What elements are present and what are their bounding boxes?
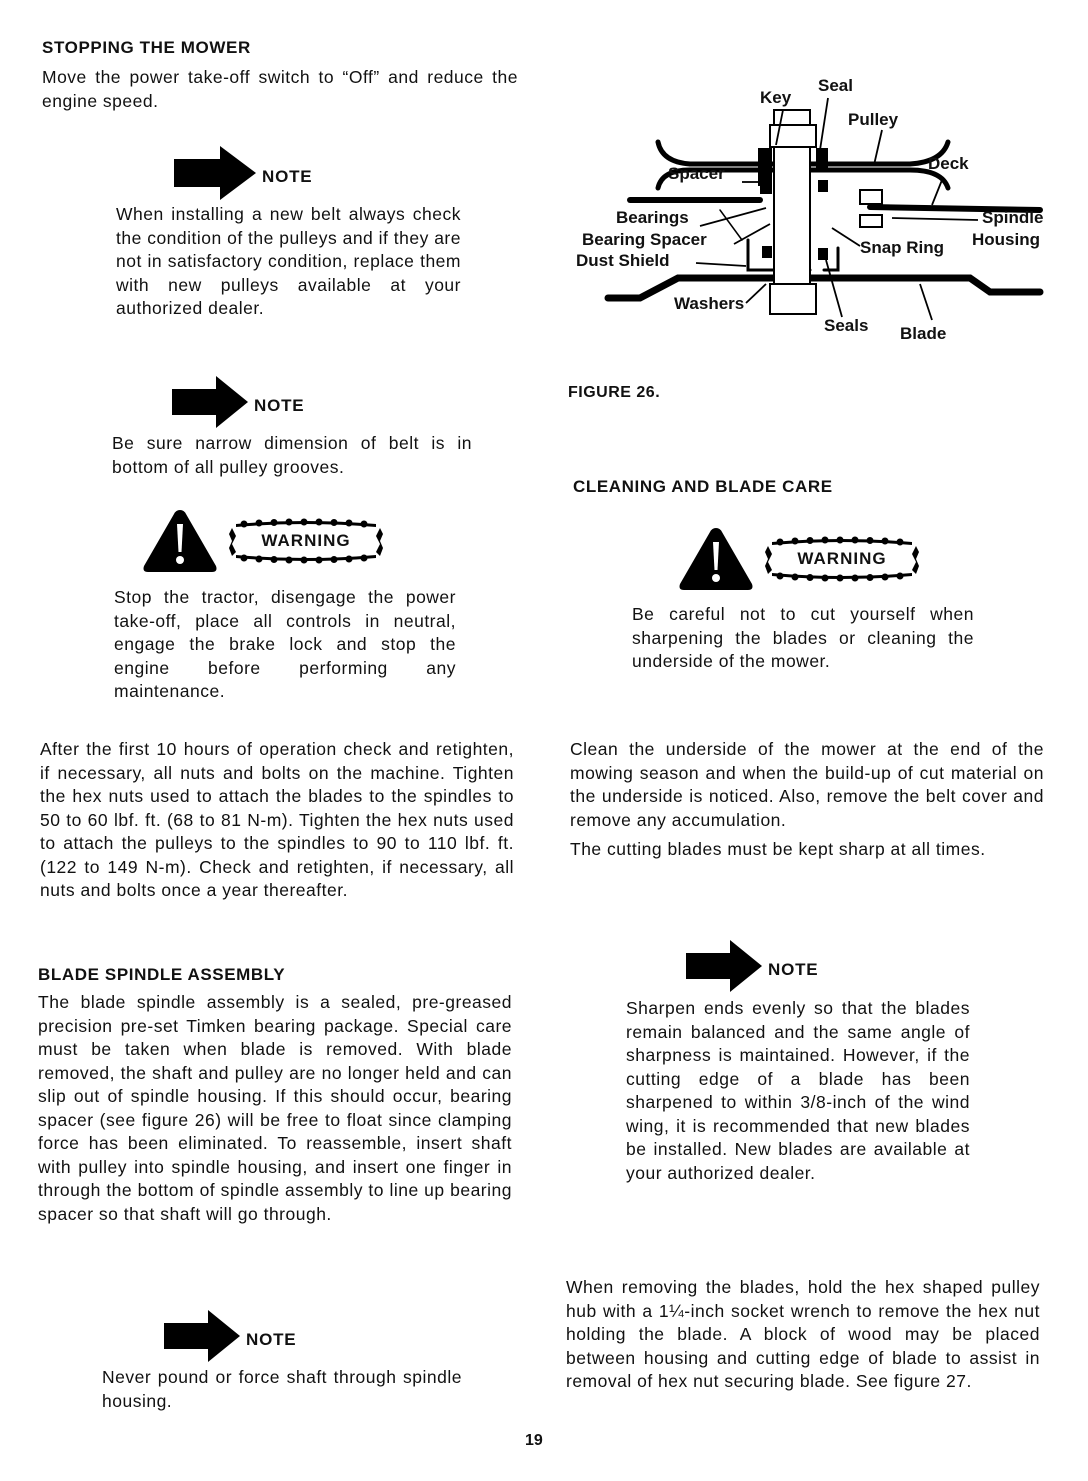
note-header [686, 940, 818, 992]
blades-sharp-paragraph: The cutting blades must be kept sharp at all times. [570, 839, 986, 859]
spindle-paragraph: The blade spindle assembly is a sealed, pre-greased precision pre-set Timken bearing package. Special care must be taken when blade is removed. With blade removed, the shaft and pulley are no longer held and can slip out of spindle housing. If this should occur, bearing spacer (see figure 26) will be free to float since clamping force has been eliminated. To reassemble, insert shaft with pulley into spindle housing, and insert one finger in through the bottom of spindle assembly to line up bearing spacer so that shaft will go through. [38, 992, 512, 1224]
label-spindle: Spindle [982, 208, 1044, 227]
note-header [172, 376, 304, 428]
label-snap-ring: Snap Ring [860, 238, 945, 257]
warning-body: Stop the tractor, disengage the power take-off, place all controls in neutral, engage the brake lock and stop the engine before performing any maintenance. [114, 587, 456, 701]
cleaning-paragraph-container [570, 738, 1044, 862]
label-spacer: Spacer [668, 164, 725, 183]
label-blade: Blade [900, 324, 947, 343]
maintenance-paragraph: After the first 10 hours of operation check and retighten, if necessary, all nuts and bolts on the machine. Tighten the hex nuts used to attach the blades to the spindles to 50 to 60 lbf. ft. (68 to 81 N-m). Tighten the hex nuts used to attach the pulleys to the spindles to 90 to 110 lbf. ft. (122 to 149 N-m). Check and retighten, if necessary, all nuts and bolts once a year thereafter. [40, 739, 514, 900]
arrow-right-icon [164, 1310, 240, 1362]
warning-triangle-icon [678, 526, 754, 592]
note-label: NOTE [768, 960, 819, 979]
removing-blades-paragraph: When removing the blades, hold the hex shaped pulley hub with a 1¼-inch socket wrench to remove the hex nut holding the blade. A block of wood may be placed between housing and cutting edge of blade to assist in removal of hex nut securing blade. See figure 27. [566, 1277, 1040, 1391]
arrow-right-icon [174, 146, 256, 200]
note-header [164, 1310, 296, 1362]
label-key: Key [760, 88, 792, 107]
warning-header [142, 508, 386, 574]
label-deck: Deck [928, 154, 969, 173]
label-bearings: Bearings [616, 208, 689, 227]
warning-header [678, 526, 922, 592]
heading-blade-spindle-assembly: BLADE SPINDLE ASSEMBLY [38, 965, 286, 984]
heading-cleaning-and-blade-care: CLEANING AND BLADE CARE [573, 477, 833, 496]
warning-label: WARNING [261, 531, 351, 550]
page-number: 19 [525, 1432, 543, 1449]
note-body: Be sure narrow dimension of belt is in bottom of all pulley grooves. [112, 433, 472, 477]
heading-stopping-the-mower: STOPPING THE MOWER [42, 38, 251, 57]
warning-banner [226, 518, 386, 564]
warning-triangle-icon [142, 508, 218, 574]
cleaning-paragraph: Clean the underside of the mower at the end of the mowing season and when the build-up of cut material on the underside is noticed. Also, remove the belt cover and remove any accumulation. [570, 739, 1044, 830]
arrow-right-icon [172, 376, 248, 428]
stopping-paragraph: Move the power take-off switch to “Off” and reduce the engine speed. [42, 67, 518, 111]
note-label: NOTE [246, 1330, 297, 1349]
warning-label: WARNING [797, 549, 887, 568]
label-pulley: Pulley [848, 110, 899, 129]
figure-26-diagram [570, 70, 1070, 360]
label-housing: Housing [972, 230, 1040, 249]
label-bearing-spacer: Bearing Spacer [582, 230, 707, 249]
label-seals: Seals [824, 316, 869, 335]
note-label: NOTE [262, 167, 313, 186]
label-dust-shield: Dust Shield [576, 251, 670, 270]
note-label: NOTE [254, 396, 305, 415]
warning-body: Be careful not to cut yourself when sharpening the blades or cleaning the underside of the mower. [632, 604, 974, 671]
note-body: Never pound or force shaft through spindle housing. [102, 1367, 462, 1411]
label-seal: Seal [818, 76, 853, 95]
arrow-right-icon [686, 940, 762, 992]
note-body: When installing a new belt always check the condition of the pulleys and if they are not in satisfactory condition, replace them with new pulleys available at your authorized dealer. [116, 204, 461, 318]
warning-banner [762, 536, 922, 582]
label-washers: Washers [674, 294, 745, 313]
note-header [174, 146, 312, 200]
note-body: Sharpen ends evenly so that the blades remain balanced and the same angle of sharpness is maintained. However, if the cutting edge of a blade has been sharpened to within 3/8-inch of the wind wing, it is recommended that new blades be installed. New blades are available at your authorized dealer. [626, 998, 970, 1183]
figure-caption: FIGURE 26. [568, 384, 661, 401]
